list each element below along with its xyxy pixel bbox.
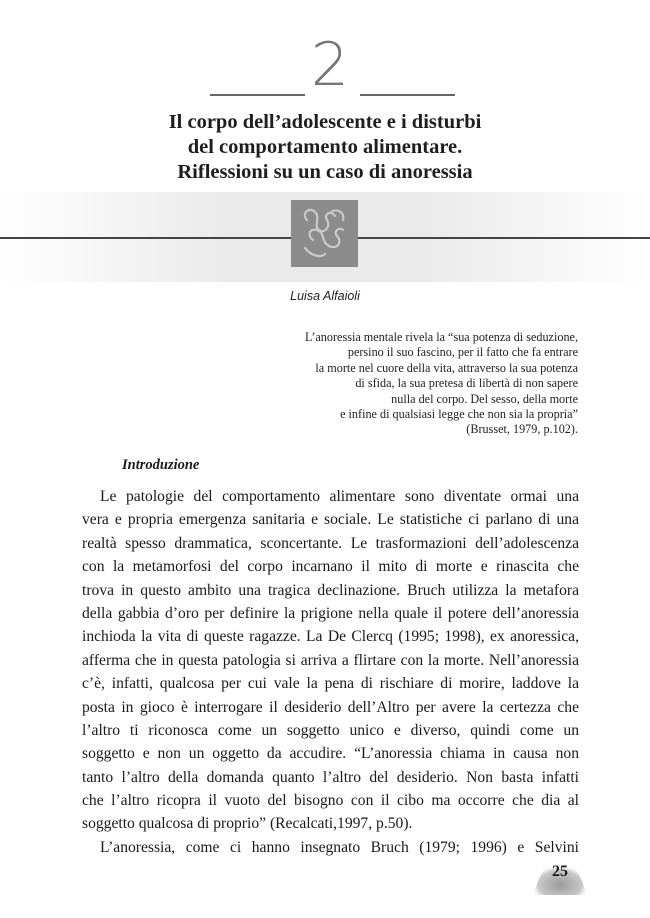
body-line: soggetto e non un oggetto da accudire. “L’anoressia chiama in causa non: [82, 745, 579, 763]
page-number: 25: [552, 863, 568, 880]
chapter-title-line: del comportamento alimentare.: [187, 136, 463, 158]
chapter-number-header: [0, 30, 650, 106]
chapter-title: [0, 110, 650, 185]
body-line: trova in questo ambito una tragica declinazione. Bruch utilizza la metafora: [82, 581, 579, 599]
body-line: della gabbia d’oro per definire la prigione nella quale il potere dell’anoressia: [82, 604, 579, 622]
epigraph-line: la morte nel cuore della vita, attraverso la sua potenza: [315, 360, 578, 375]
epigraph-line: di sfida, la sua pretesa di libertà di non sapere: [355, 376, 578, 391]
epigraph-line: L’anoressia mentale rivela la “sua potenza di seduzione,: [305, 330, 578, 344]
epigraph-line: persino il suo fascino, per il fatto che fa entrare: [347, 345, 578, 360]
body-line: che l’altro ricopra il vuoto del bisogno con il cibo ma occorre che dia al: [82, 792, 579, 810]
epigraph: [198, 330, 578, 438]
body-line: posta in gioco è interrogare il desiderio dell’Altro per avere la certezza che: [82, 698, 579, 716]
body-line: soggetto qualcosa di proprio” (Recalcati,1997, p.50).: [82, 815, 413, 833]
chapter-number: 2: [310, 30, 350, 100]
body-line: con la metamorfosi del corpo incarnano il mito di morte e rinascita che: [82, 558, 579, 576]
chapter-title-line: Riflessioni su un caso di anoressia: [177, 161, 473, 183]
body-line: l’altro ti riconosca come un soggetto unico e diverso, quindi come un: [82, 721, 579, 739]
body-line: realtà spesso drammatica, sconcertante. Le trasformazioni dell’adolescenza: [82, 534, 579, 552]
body-line: vera e propria emergenza sanitaria e sociale. Le statistiche ci parlano di una: [82, 511, 579, 529]
publisher-logo-icon: [291, 200, 358, 267]
rule-right: [360, 94, 455, 96]
chapter-title-line: Il corpo dell’adolescente e i disturbi: [168, 111, 482, 133]
epigraph-line: nulla del corpo. Del sesso, della morte: [391, 391, 578, 406]
epigraph-line: e infine di qualsiasi legge che non sia la propria”: [340, 407, 578, 422]
body-line: tanto l’altro della domanda quanto l’altro del desiderio. Non basta infatti: [82, 768, 579, 786]
section-heading: Introduzione: [122, 457, 200, 473]
page-number-tab: [530, 855, 590, 895]
body-text: [82, 485, 579, 859]
body-line: Le patologie del comportamento alimentare sono diventate ormai una: [100, 488, 579, 505]
body-line: c’è, infatti, qualcosa per cui vale la pena di rischiare di morire, laddove la: [82, 675, 579, 693]
author-name: Luisa Alfaioli: [290, 289, 360, 303]
epigraph-line: (Brusset, 1979, p.102).: [466, 422, 578, 437]
rule-left: [210, 94, 305, 96]
body-line: L’anoressia, come ci hanno insegnato Bruch (1979; 1996) e Selvini: [100, 838, 579, 856]
body-line: inchioda la vita di queste ragazze. La De Clercq (1995; 1998), ex anoressica,: [82, 628, 579, 646]
body-line: afferma che in questa patologia si arriva a flirtare con la morte. Nell’anoressia: [82, 651, 579, 669]
